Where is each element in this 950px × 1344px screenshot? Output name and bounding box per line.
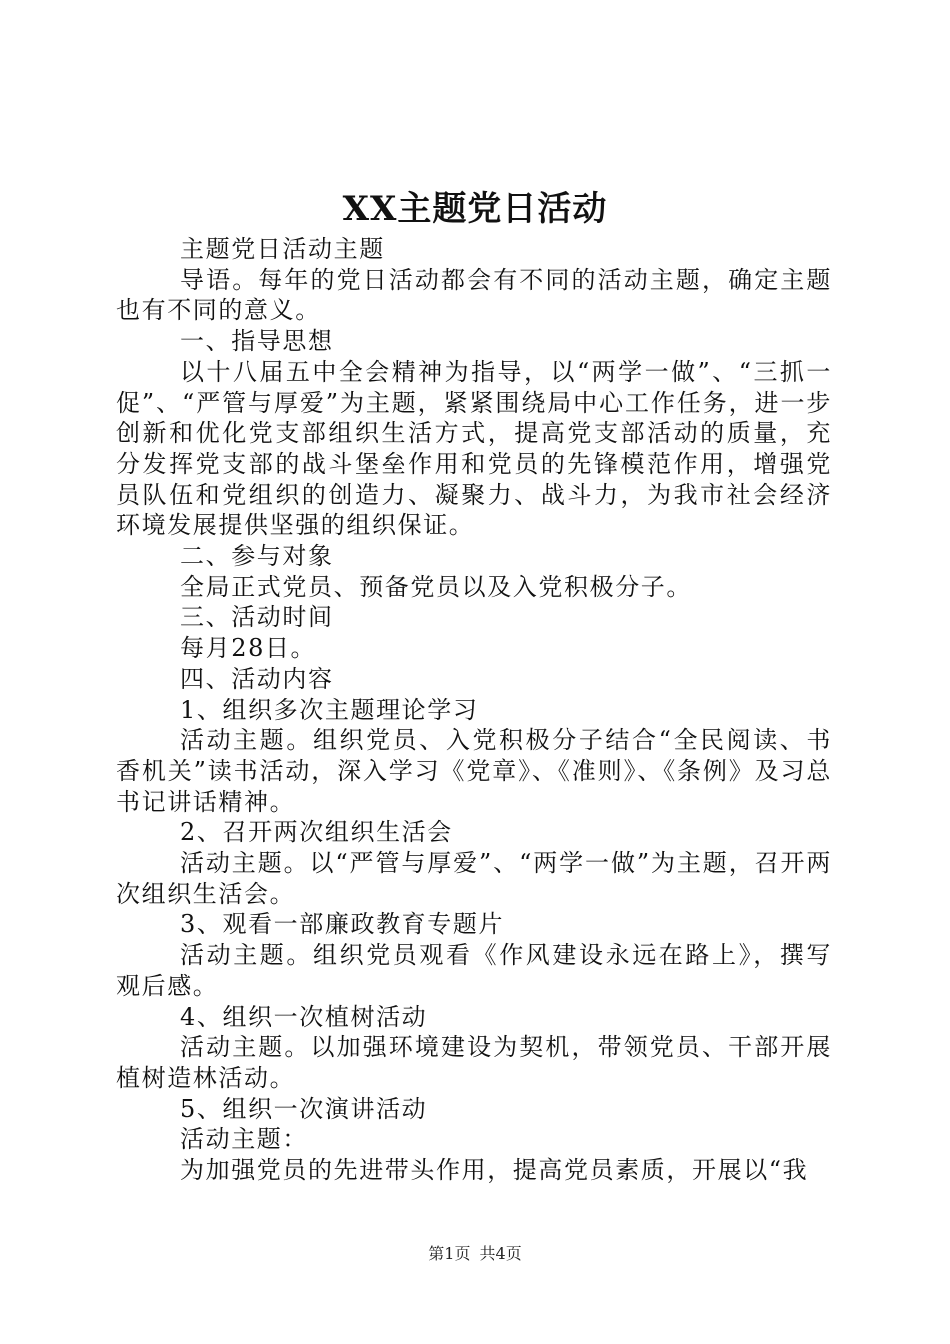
subsection-heading: 3、观看一部廉政教育专题片 — [180, 910, 505, 939]
page-footer — [0, 1243, 950, 1265]
subsection-heading: 1、组织多次主题理论学习 — [180, 695, 479, 724]
subsection-heading: 5、组织一次演讲活动 — [180, 1094, 428, 1123]
paragraph: 活动主题。组织党员、入党积极分子结合“全民阅读、书香机关”读书活动，深入学习《党章》、《准则》、《条例》及习总书记讲话精神。 — [116, 726, 832, 816]
page-number: 第1页 — [428, 1244, 471, 1263]
paragraph: 活动主题。以加强环境建设为契机，带领党员、干部开展植树造林活动。 — [116, 1033, 832, 1092]
paragraph: 全局正式党员、预备党员以及入党积极分子。 — [180, 572, 692, 601]
paragraph: 活动主题。组织党员观看《作风建设永远在路上》，撰写观后感。 — [116, 941, 832, 1000]
section-heading: 三、活动时间 — [180, 603, 334, 632]
subsection-heading: 4、组织一次植树活动 — [180, 1002, 428, 1031]
section-heading: 二、参与对象 — [180, 542, 334, 571]
section-heading: 四、活动内容 — [180, 664, 334, 693]
page-total: 共4页 — [479, 1244, 522, 1263]
document-body — [116, 234, 832, 1186]
paragraph: 主题党日活动主题 — [180, 235, 385, 263]
paragraph: 以十八届五中全会精神为指导，以“两学一做”、“三抓一促”、“严管与厚爱”为主题，紧紧围绕局中心工作任务，进一步创新和优化党支部组织生活方式，提高党支部活动的质量，充分发挥党支部的战斗堡垒作用和党员的先锋模范作用，增强党员队伍和党组织的创造力、凝聚力、战斗力，为我市社会经济环境发展提供坚强的组织保证。 — [116, 357, 832, 540]
document-title: XX主题党日活动 — [342, 189, 608, 229]
paragraph: 导语。每年的党日活动都会有不同的活动主题，确定主题也有不同的意义。 — [116, 265, 832, 325]
paragraph: 活动主题。以“严管与厚爱”、“两学一做”为主题，召开两次组织生活会。 — [116, 849, 832, 908]
paragraph: 活动主题： — [180, 1125, 308, 1154]
section-heading: 一、指导思想 — [180, 327, 334, 356]
paragraph: 为加强党员的先进带头作用，提高党员素质，开展以“我 — [180, 1156, 809, 1185]
subsection-heading: 2、召开两次组织生活会 — [180, 818, 453, 847]
paragraph: 每月28日。 — [180, 634, 317, 663]
